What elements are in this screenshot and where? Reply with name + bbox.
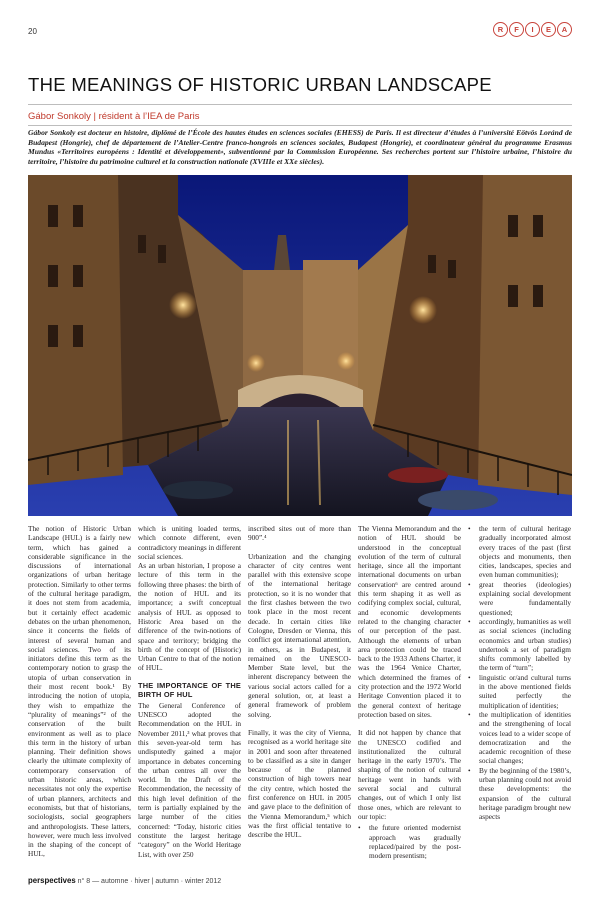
- venice-canal-photo: [28, 175, 572, 516]
- list-item: • accordingly, humanities as well as social sciences (including economics and urban studies) undertook a set of paradigm shifts commonly labelled by the term of “turn”;: [479, 617, 571, 673]
- column-5: [468, 524, 571, 822]
- paragraph: It did not happen by chance that the UNESCO codified and institutionalized the cultural heritage in the early 1970’s. The shaping of the notion of cultural heritage went in hands with several social and cultural changes, out of which I only list those ones, which are relevant to our topic:: [358, 728, 461, 821]
- list-item: • the future oriented modernist approach was gradually replaced/paired by the post-modern presentism;: [369, 823, 461, 860]
- rfiea-logo: [493, 22, 572, 37]
- column-3: [248, 524, 351, 840]
- author-intro: Gábor Sonkoly est docteur en histoire, diplômé de l’École des hautes études en sciences sociales (EHESS) de Paris. Il est directeur d’études à l’université Eötvös Loránd de Budapest (Hongrie), chef de département de l’Atelier-Centre franco-hongrois en sciences sociales, Budapest (Hongrie), et coordinateur général du programme Erasmus Mundus «Territoires européens : Identité et développement», subventionné par la Commission Européenne. Ses recherches portent sur l’histoire urbaine, l’histoire du territoire, l’histoire du patrimoine culturel et la construction nationale (XVIIIe et XXe siècles).: [28, 128, 572, 166]
- column-4: [358, 524, 461, 860]
- list-item: • By the beginning of the 1980’s, urban planning could not avoid these developments: the expansion of the cultural heritage paradigm brought new aspects: [479, 766, 571, 822]
- logo-letter: F: [509, 22, 524, 37]
- paragraph: inscribed sites out of more than 900”.⁴: [248, 524, 351, 543]
- bullet-list: [358, 823, 461, 860]
- logo-letter: R: [493, 22, 508, 37]
- list-item: • the term of cultural heritage gradually incorporated almost every traces of the past (first objects and monuments, then cities, landscapes, species and even human communities);: [479, 524, 571, 580]
- column-1: [28, 524, 131, 859]
- byline-divider: [28, 125, 572, 126]
- page-number: 20: [28, 27, 37, 36]
- logo-letter: I: [525, 22, 540, 37]
- article-title: THE MEANINGS OF HISTORIC URBAN LANDSCAPE: [28, 74, 492, 95]
- paragraph: Finally, it was the city of Vienna, recognised as a world heritage site in 2001 and soon after threatened to be classified as a site in danger because of the planned construction of high towers near the city centre, which hosted the first conference on HUL in 2005 and gave place to the definition of the Vienna Memorandum,⁵ which was the first official tentative to describe the HUL.: [248, 727, 351, 840]
- magazine-name: perspectives: [28, 876, 76, 885]
- article-body: [28, 524, 572, 886]
- author-byline: Gábor Sonkoly | résident à l’IEA de Paris: [28, 111, 200, 122]
- paragraph: The General Conference of UNESCO adopted the Recommendation on the HUL in November 2011,³ what proves that this seven-year-old term has undisputedly gained a major importance in debates concerning the urban centres all over the world. In the Draft of the Recommendation, the necessity of this high level definition of the term is partially explained by the large number of the cities concerned: “Today, historic cities constitute the largest heritage “category” on the World Heritage List, with over 250: [138, 700, 241, 859]
- logo-letter: E: [541, 22, 556, 37]
- list-item: • great theories (ideologies) explaining social development were fundamentally questioned;: [479, 580, 571, 617]
- paragraph: which is uniting loaded terms, which connote different, even contradictory meanings in different social sciences.: [138, 524, 242, 561]
- paragraph: Urbanization and the changing character of city centres went parallel with this extensive scope of the international heritage protection, so it is no wonder that the first clashes between the two took place in the most recent decade. In certain cities like Cologne, Dresden or Vienna, this conflict got international attention, in others, as in Budapest, it remained on the UNESCO-Member State level, but the inherent discrepancy between the various social actors called for a general solution, or, at least a general framework of problem solving.: [248, 551, 351, 719]
- column-2: [138, 524, 241, 859]
- title-divider: [28, 104, 572, 105]
- paragraph: The notion of Historic Urban Landscape (HUL) is a fairly new term, which has gained a considerable significance in the discussions of international organizations of urban heritage protection. Similarly to other terms of the cultural heritage paradigm, it does not stem from academia, but it certainly effect academic debates on the urban phenomenon, since it concerns the fields of interest of several human and social sciences. Two of its initiators define this term as the contemporary notion to grasp the utopia of urban conservation in their most recent book.¹ By introducing the notion of utopia, they wish to empathize the “plurality of meanings”² of the conservation of the built environment as well as to place this term in the history of urban planning. Their definition shows clearly the ultimate complexity of contemporary conservation of urban historic areas, which necessitates not only the expertise of urban planners, architects and economists, but that of historians, sociologists, social geographers and anthropologists. These latters, however, were much less involved in the shaping of the concept of HUL,: [28, 524, 131, 859]
- issue-info: n° 8 — automne · hiver | autumn · winter 2012: [77, 878, 222, 885]
- page-footer: [28, 876, 221, 885]
- paragraph: As an urban historian, I propose a lecture of this term in the following three phases: the birth of the notion of HUL and its importance; a swift conceptual analysis of HUL as opposed to Historic Area based on the difference of the twin-notions of space and territory; bridging the birth of the concept of (Historic) Urban Centre to that of the notion of HUL.: [138, 561, 241, 673]
- logo-letter: A: [557, 22, 572, 37]
- paragraph: The Vienna Memorandum and the notion of HUL should be understood in the conceptual evolution of the term of cultural heritage, since all the important international documents on urban conservation⁶ are centred around this term shaping it as well as codifying complex social, cultural, and economic developments related to the changing character of our perception of the past. Although the elements of urban area protection could be traced back to the 1933 Athens Charter, it was the 1964 Venice Charter, which determined the frames of city protection and the 1972 World Heritage Convention placed it to the general context of heritage protection based on sites.: [358, 524, 461, 719]
- section-heading: THE IMPORTANCE OF THE BIRTH OF HUL: [138, 680, 241, 699]
- bullet-list: [468, 524, 571, 822]
- list-item: • the multiplication of identities and the strengthening of local voices lead to a wider scope of democratization and the academic recognition of these social changes;: [479, 710, 571, 766]
- list-item: • linguistic or/and cultural turns in the above mentioned fields suited perfectly the multiplication of identities;: [479, 673, 571, 710]
